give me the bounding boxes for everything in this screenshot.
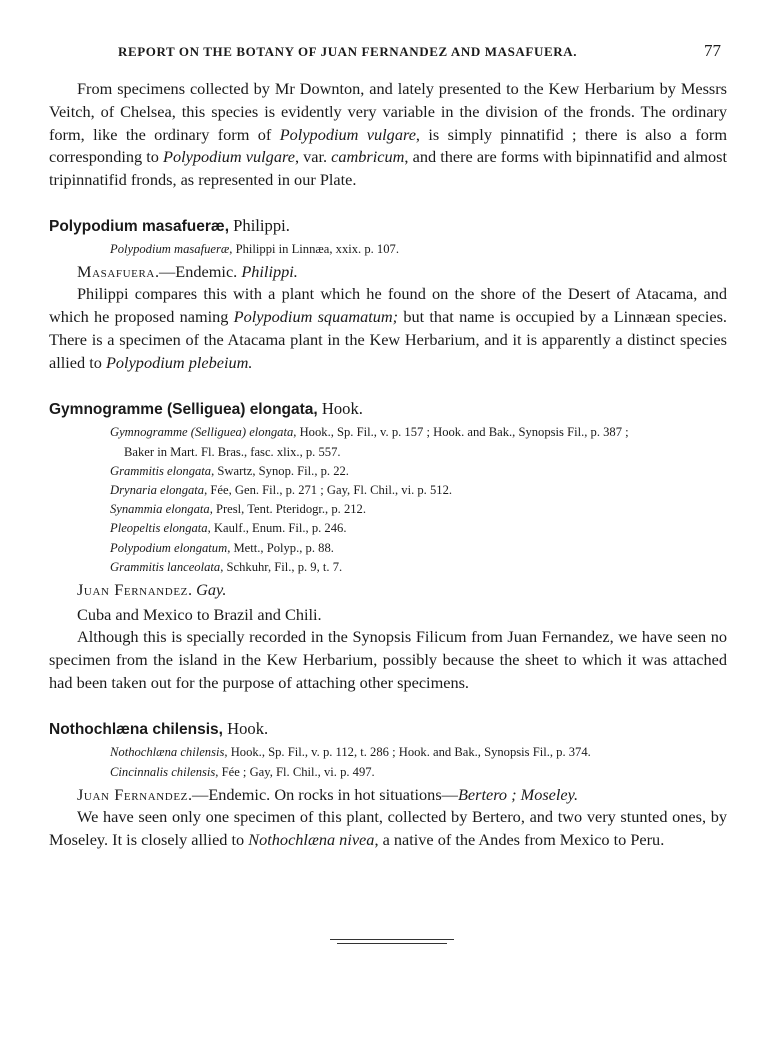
taxon-name: Nothochlæna nivea <box>248 829 375 849</box>
species-heading-nothochlaena-chilensis <box>49 718 727 741</box>
taxon-name: Polypodium squamatum; <box>233 306 399 326</box>
locality-name: Juan Fernandez <box>77 784 188 804</box>
synonym-name: Drynaria elongata <box>110 482 205 497</box>
text-run: From specimens collected by Mr Downton, and lately presented to the Kew Herbarium by Messrs Veitch, of Chelsea, this species is evidently very variable in the division of the fronds. The ordinary form, like the ordinary form of <box>49 79 727 144</box>
rule-line <box>337 943 447 944</box>
synonym-line <box>110 481 727 500</box>
species-name: Nothochlæna chilensis, <box>49 721 223 739</box>
text-run: but that name is occupied by a Linnæan species. There is a specimen of the Atacama plant in the Kew Herbarium, and it is apparently a distinct species allied to <box>49 306 727 372</box>
synonym-line <box>110 500 727 519</box>
synonym-citation: , Mett., Polyp., p. 88. <box>227 540 334 555</box>
synonym-name: Pleopeltis elongata <box>110 521 208 536</box>
species-heading-gymnogramme-elongata <box>49 398 727 421</box>
collector: Gay. <box>196 580 227 599</box>
synonym-line <box>124 443 727 462</box>
text-run: We have seen only one specimen of this plant, collected by Bertero, and two very stunted ones, by Moseley. It is closely allied to <box>49 806 727 849</box>
species-name: Gymnogramme (Selliguea) elongata, <box>49 401 318 419</box>
species-name: Polypodium masafueræ, <box>49 217 230 235</box>
synonym-line <box>110 743 727 762</box>
locality-line <box>77 784 727 806</box>
locality-line <box>77 579 727 601</box>
synonym-name: Gymnogramme (Selliguea) elongata <box>110 425 294 440</box>
species-heading-polypodium-masafuerae <box>49 215 727 238</box>
running-title: REPORT ON THE BOTANY OF JUAN FERNANDEZ AND MASAFUERA. <box>118 44 578 59</box>
species1-paragraph <box>49 283 727 374</box>
species2-paragraph: Although this is specially recorded in the Synopsis Filicum from Juan Fernandez, we have seen no specimen from the island in the Kew Herbarium, possibly because the sheet to which it was attached had been taken out for the purpose of attaching other specimens. <box>49 627 727 692</box>
synonym-citation: , Hook., Sp. Fil., v. p. 112, t. 286 ; Hook. and Bak., Synopsis Fil., p. 374. <box>224 745 591 760</box>
locality-note: .—Endemic. <box>154 262 242 282</box>
locality-name: Masafuera <box>77 262 155 282</box>
page-body <box>49 78 727 851</box>
locality-note: . <box>187 580 197 599</box>
synonym-citation: , Fée, Gen. Fil., p. 271 ; Gay, Fl. Chil., vi. p. 512. <box>204 482 453 497</box>
synonym-citation: , Philippi in Linnæa, xxix. p. 107. <box>229 241 399 256</box>
text-run: , and there are forms with bipinnatifid and almost tripinnatifid fronds, as represented in our Plate. <box>49 147 728 190</box>
synonym-line <box>110 240 727 259</box>
distribution-line: Cuba and Mexico to Brazil and Chili. <box>77 605 322 624</box>
locality-note: .—Endemic. On rocks in hot situations— <box>187 784 458 804</box>
synonym-line <box>110 423 727 442</box>
species-author: Hook. <box>222 719 269 739</box>
text-run: , var. <box>294 147 332 167</box>
synonym-citation: , Schkuhr, Fil., p. 9, t. 7. <box>220 559 343 574</box>
synonym-citation: , Hook., Sp. Fil., v. p. 157 ; Hook. and Bak., Synopsis Fil., p. 387 ; <box>293 425 629 440</box>
species-author: Hook. <box>317 399 363 419</box>
synonym-line <box>110 763 727 782</box>
synonym-line <box>110 558 727 577</box>
text-run: Philippi compares this with a plant which he found on the shore of the Desert of Atacama, and which he proposed naming <box>49 284 727 326</box>
collector: Philippi. <box>241 262 298 282</box>
species3-paragraph <box>49 806 727 852</box>
synonym-line <box>110 519 727 538</box>
taxon-name: Polypodium vulgare <box>279 124 416 144</box>
synonym-line <box>110 539 727 558</box>
locality-name: Juan Fernandez <box>77 580 188 599</box>
intro-paragraph <box>49 78 727 192</box>
synonym-name: Grammitis elongata <box>110 463 212 478</box>
synonym-name: Cincinnalis chilensis <box>110 764 216 779</box>
text-run: , a native of the Andes from Mexico to Peru. <box>374 829 665 849</box>
text-run: , is simply pinnatifid ; there is also a form corresponding to <box>49 124 727 167</box>
synonym-list <box>49 423 727 577</box>
synonym-citation: , Presl, Tent. Pteridogr., p. 212. <box>209 502 366 517</box>
taxon-name: cambricum <box>331 147 405 167</box>
synonym-citation: Baker in Mart. Fl. Bras., fasc. xlix., p. 557. <box>124 444 341 459</box>
species-author: Philippi. <box>229 215 290 235</box>
locality-line <box>77 261 727 283</box>
synonym-name: Polypodium masafueræ <box>110 241 230 256</box>
synonym-name: Nothochlæna chilensis <box>110 745 225 760</box>
synonym-citation: , Fée ; Gay, Fl. Chil., vi. p. 497. <box>215 764 375 779</box>
synonym-citation: , Kaulf., Enum. Fil., p. 246. <box>207 521 347 536</box>
synonym-name: Polypodium elongatum <box>110 540 228 555</box>
synonym-name: Grammitis lanceolata <box>110 559 221 574</box>
taxon-name: Polypodium vulgare <box>163 147 295 167</box>
page-number: 77 <box>704 41 721 60</box>
synonym-citation: , Swartz, Synop. Fil., p. 22. <box>211 463 349 478</box>
synonym-name: Synammia elongata <box>110 502 210 517</box>
taxon-name: Polypodium plebeium. <box>105 352 253 372</box>
section-end-rule <box>330 939 454 947</box>
rule-line <box>330 939 454 940</box>
collector: Bertero ; Moseley. <box>457 784 579 804</box>
synonym-line <box>110 462 727 481</box>
